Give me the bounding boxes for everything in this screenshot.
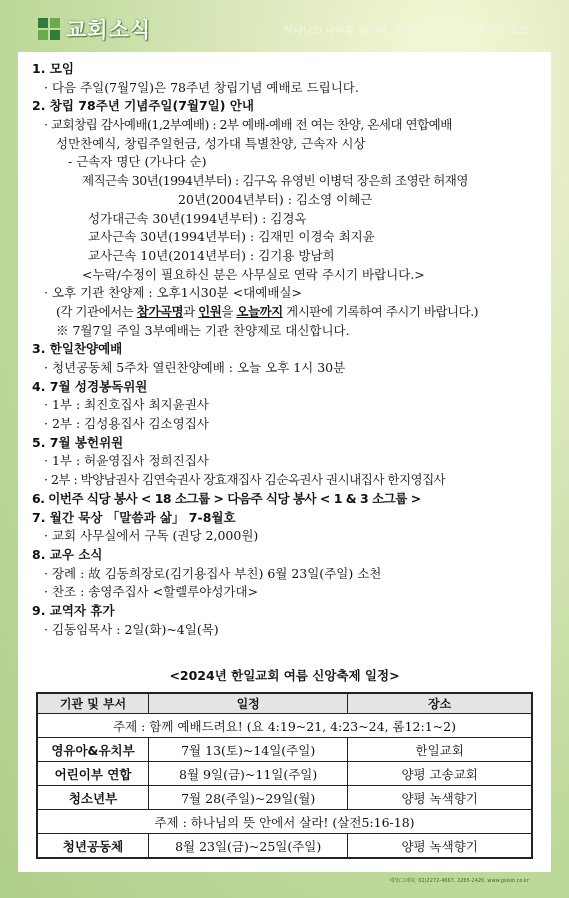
org-cell: 어린이부 연합 <box>37 762 149 786</box>
column-header: 일정 <box>149 693 348 714</box>
table-row <box>37 834 532 859</box>
place-cell: 양평 녹색향기 <box>348 834 532 859</box>
footer-credit: 제작/그래픽: 02)2272-4667, 2265-2420, www.gsisin.co.kr <box>389 878 529 884</box>
date-cell: 7월 13(토)~14일(주일) <box>149 738 348 762</box>
news-item: 제직근속 30년(1994년부터) : 김구옥 유영빈 이병덕 장은희 조영란 허재영 <box>82 173 468 189</box>
table-row <box>37 786 532 810</box>
news-item: - 근속자 명단 (가나다 순) <box>68 154 207 170</box>
news-item: · 찬조 : 송영주집사 <할렐루야성가대> <box>44 584 259 600</box>
news-item: · 다음 주일(7월7일)은 78주년 창립기념 예배로 드립니다. <box>44 79 359 95</box>
place-cell: 양평 고송교회 <box>348 762 532 786</box>
section-heading: 5. 7월 봉헌위원 <box>32 434 124 450</box>
news-item: · 교회 사무실에서 구독 (권당 2,000원) <box>44 528 259 544</box>
table-row <box>37 738 532 762</box>
news-item-notice: (각 기관에서는 참가곡명과 인원을 오늘까지 게시판에 기록하여 주시기 바랍니다.) <box>56 303 479 319</box>
news-item: · 오후 기관 찬양제 : 오후1시30분 <대예배실> <box>44 285 302 301</box>
table-row <box>37 762 532 786</box>
news-item: 성만찬예식, 창립주일헌금, 성가대 특별찬양, 근속자 시상 <box>56 135 366 151</box>
highlight-song-title: 참가곡명 <box>136 303 184 319</box>
section-heading: 7. 월간 묵상 「말씀과 삶」 7-8월호 <box>32 509 236 525</box>
news-item: · 김동임목사 : 2일(화)~4일(목) <box>44 621 219 637</box>
news-item: ※ 7월7일 주일 3부예배는 기관 찬양제로 대신합니다. <box>56 322 350 338</box>
section-heading: 1. 모임 <box>32 61 74 76</box>
column-header: 기관 및 부서 <box>37 693 149 714</box>
highlight-headcount: 인원 <box>198 303 222 319</box>
schedule-title: <2024년 한일교회 여름 신앙축제 일정> <box>169 668 400 683</box>
news-item: 교사근속 10년(2014년부터) : 김기용 방남희 <box>88 247 335 263</box>
highlight-deadline: 오늘까지 <box>236 303 283 319</box>
section-heading: 4. 7월 성경봉독위원 <box>32 378 148 394</box>
schedule-table <box>36 692 533 859</box>
church-logo-icon <box>38 18 60 40</box>
place-cell: 한일교회 <box>348 738 532 762</box>
org-cell: 영유아&유치부 <box>37 738 149 762</box>
section-heading: 9. 교역자 휴가 <box>32 602 115 618</box>
logo <box>38 14 151 44</box>
table-header-row <box>37 693 532 714</box>
news-item: · 1부 : 허윤영집사 정희진집사 <box>44 453 209 469</box>
header <box>0 0 569 52</box>
news-item: · 청년공동체 5주차 열린찬양예배 : 오늘 오후 1시 30분 <box>44 360 346 375</box>
date-cell: 7월 28(주일)~29일(월) <box>149 786 348 810</box>
date-cell: 8월 23일(금)~25일(주일) <box>149 834 348 859</box>
news-item: <누락/수정이 필요하신 분은 사무실로 연락 주시기 바랍니다.> <box>82 266 425 282</box>
news-item: · 교회창립 감사예배(1,2부예배) : 2부 예배-예배 전 여는 찬양, 온세대 연합예배 <box>44 117 452 133</box>
place-cell: 양평 녹색향기 <box>348 786 532 810</box>
theme-row <box>37 810 532 834</box>
org-cell: 청년공동체 <box>37 834 149 859</box>
section-heading: 3. 한일찬양예배 <box>32 341 123 357</box>
org-cell: 청소년부 <box>37 786 149 810</box>
section-heading: 8. 교우 소식 <box>32 546 103 562</box>
news-content <box>32 60 542 639</box>
page-title: 교회소식 <box>66 18 152 42</box>
column-header: 장소 <box>348 693 532 714</box>
news-item: · 2부 : 박양남권사 김연숙권사 장효재집사 김순옥권사 권시내집사 한지영집사 <box>44 472 446 488</box>
date-cell: 8월 9일(금)~11일(주일) <box>149 762 348 786</box>
slogan: 하나님의 나라를 꿈꾸며, 하나님의 사람을 세워가는 교회 <box>283 26 528 37</box>
section-heading: 2. 창립 78주년 기념주일(7월7일) 안내 <box>32 98 254 114</box>
theme-row <box>37 714 532 738</box>
theme-text: 주제 : 하나님의 뜻 안에서 살라! (살전5:16-18) <box>37 810 532 834</box>
news-item: · 장례 : 故 김동희장로(김기용집사 부친) 6월 23일(주일) 소천 <box>44 565 382 581</box>
section-heading: 6. 이번주 식당 봉사 < 18 소그룹 > 다음주 식당 봉사 < 1 & 3 소그룹 > <box>32 490 421 506</box>
news-panel <box>18 52 551 872</box>
news-item: 교사근속 30년(1994년부터) : 김재민 이경숙 최지윤 <box>88 229 375 245</box>
news-item: 20년(2004년부터) : 김소영 이혜근 <box>178 191 373 207</box>
theme-text: 주제 : 함께 예배드려요! (요 4:19~21, 4:23~24, 롬12:1~2) <box>37 714 532 738</box>
news-item: · 1부 : 최진호집사 최지윤권사 <box>44 397 209 413</box>
news-item: · 2부 : 김성용집사 김소영집사 <box>44 416 209 432</box>
news-item: 성가대근속 30년(1994년부터) : 김경옥 <box>88 210 307 226</box>
